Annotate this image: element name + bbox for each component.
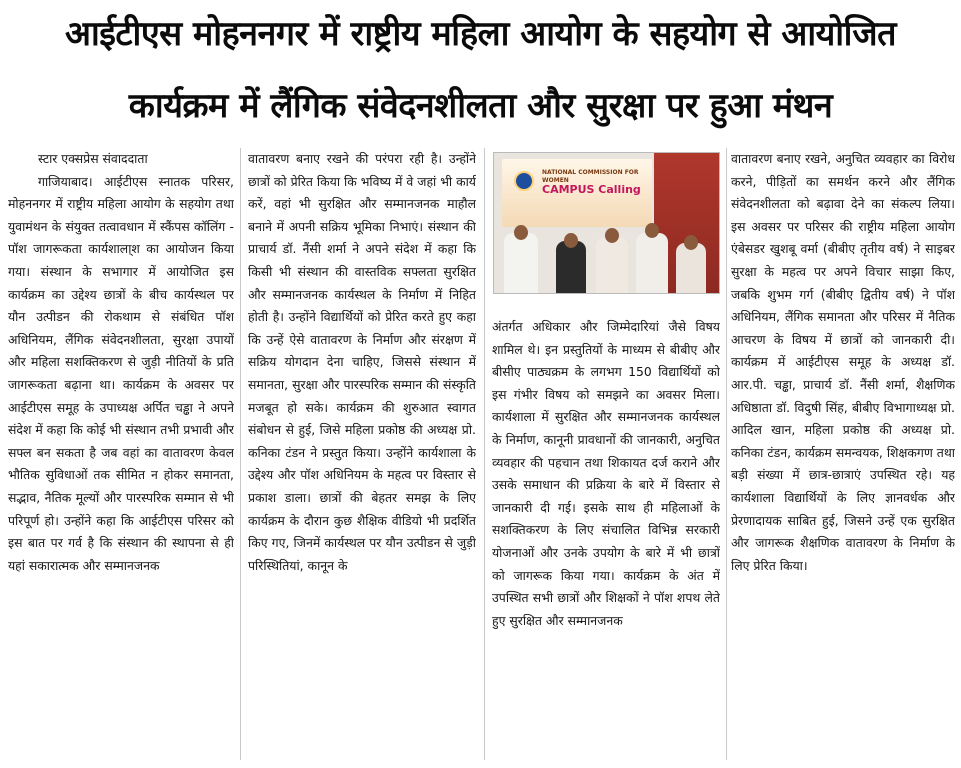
event-banner bbox=[502, 159, 652, 227]
person-figure bbox=[636, 233, 668, 293]
column-1-text: आईटीएस स्नातक परिसर, मोहननगर में राष्ट्रीय महिला आयोग के सहयोग तथा युवामंथन के संयुक्त तत्वावधान में स्कैंपस कॉलिंग - पॉश जागरूकता कार्यशाला्श का आयोजन किया गया। संस्थान के सभागार में आयोजित इस कार्यक्रम का उद्देश्य छात्रों के बीच कार्यस्थल पर यौन उत्पीडन की रोकथाम से संबंधित पॉश अधिनियम, लैंगिक संवेदनशीलता, सुरक्षा उपायों और महिला सशक्तिकरण से जुड़ी नीतियों के प्रति जागरूकता बढ़ाना था। कार्यक्रम के अवसर पर आईटीएस समूह के उपाध्यक्ष अर्पित चड्ढा ने अपने संदेश में कहा कि कोई भी संस्थान तभी प्रभावी और सफ्ल बन सकता है जब वहां का वातावरण केवल भौतिक सुविधाओं तक सीमित न होकर समानता, सद्भाव, नैतिक मूल्यों और पारस्परिक सम्मान से भी परिपूर्ण हो। उन्होंने कहा कि आईटीएस परिसर को इस बात पर गर्व है कि संस्थान की स्थापना से ही यहां सकारात्मक और सम्मानजनक bbox=[8, 173, 234, 573]
article-column-3 bbox=[492, 316, 720, 766]
person-figure bbox=[504, 233, 538, 293]
column-2-text: वातावरण बनाए रखने की परंपरा रही है। उन्होंने छात्रों को प्रेरित किया कि भविष्य में वे जहां भी कार्य करें, वहां भी सुरक्षित और सम्मानजनक माहौल बनाने में अपनी सक्रिय भूमिका निभाएं। संस्थान की प्राचार्य डॉ. नैंसी शर्मा ने अपने संदेश में कहा कि किसी भी संस्थान की वास्तविक सफ्लता सुरक्षित और सम्मानजनक कार्यस्थल के निर्माण में निहित होती है। उन्होंने विद्यार्थियों को प्रेरित करते हुए कहा कि उन्हें ऐसे वातावरण के निर्माण और संरक्षण में सक्रिय योगदान देना चाहिए, जिससे संस्थान में समानता, सुरक्षा और पारस्परिक सम्मान की संस्कृति मजबूत हो सके। कार्यक्रम की शुरुआत स्वागत संबोधन से हुई, जिसे महिला प्रकोष्ठ की अध्यक्ष प्रो. कनिका टंडन ने प्रस्तुत किया। उन्होंने कार्यशाला के उद्देश्य और पॉश अधिनियम के महत्व पर विस्तार से प्रकाश डाला। छात्रों की बेहतर समझ के लिए कार्यक्रम के दौरान कुछ शैक्षिक वीडियो भी प्रदर्शित किए गए, जिनमें कार्यस्थल पर यौन उत्पीडन से जुड़ी परिस्थितियां, कानून के bbox=[248, 151, 476, 573]
person-head bbox=[605, 228, 619, 243]
person-head bbox=[684, 235, 698, 250]
headline-line-2: कार्यक्रम में लैंगिक संवेदनशीलता और सुरक्षा पर हुआ मंथन bbox=[128, 86, 833, 126]
column-divider bbox=[484, 148, 485, 760]
person-figure bbox=[676, 243, 706, 293]
person-head bbox=[514, 225, 528, 240]
dateline: गाजियाबाद। bbox=[38, 173, 93, 189]
column-4-text: वातावरण बनाए रखने, अनुचित व्यवहार का विरोध करने, पीड़ितों का समर्थन करने और लैंगिक संवेदनशीलता को बढ़ावा देने का संकल्प लिया। इस अवसर पर परिसर की राष्ट्रीय महिला आयोग एंबेसडर खुशबू वर्मा (बीबीए तृतीय वर्ष) ने साइबर सुरक्षा के महत्व पर अपने विचार साझा किए, जबकि शुभम गर्ग (बीबीए द्वितीय वर्ष) ने पॉश अधिनियम, लैंगिक समानता और परिसर में नैतिक आचरण के विषय में छात्रों को जानकारी दी। कार्यक्रम में आईटीएस समूह के अध्यक्ष डॉ. आर.पी. चड्ढा, प्राचार्य डॉ. नैंसी शर्मा, शैक्षणिक अधिष्ठाता डॉ. विदुषी सिंह, बीबीए विभागाध्यक्ष प्रो. आदिल खान, महिला प्रकोष्ठ की अध्यक्ष प्रो. कनिका टंडन, कार्यक्रम समन्वयक, शिक्षकगण तथा बड़ी संख्या में छात्र-छात्राएं उपस्थित रहे। यह कार्यशाला विद्यार्थियों के लिए ज्ञानवर्धक और प्रेरणादायक साबित हुई, जिसने उन्हें एक सुरक्षित और जागरूक शैक्षणिक वातावरण के निर्माण के लिए प्रेरित किया। bbox=[731, 151, 955, 573]
column-divider bbox=[726, 148, 727, 760]
person-figure bbox=[556, 241, 586, 293]
banner-title-text: CAMPUS Calling bbox=[542, 183, 641, 196]
column-3-text: अंतर्गत अधिकार और जिम्मेदारियां जैसे विषय शामिल थे। इन प्रस्तुतियों के माध्यम से बीबीए और बीसीए पाठ्यक्रम के लगभग 150 विद्यार्थियों को इस गंभीर विषय को समझने का अवसर मिला। कार्यशाला में सुरक्षित और सम्मानजनक कार्यस्थल के निर्माण, कानूनी प्रावधानों की जानकारी, अनुचित व्यवहार की पहचान तथा शिकायत दर्ज कराने और उसके समाधान की प्रक्रिया के बारे में विस्तार से जानकारी दी गई। इसके साथ ही महिलाओं के सशक्तिकरण के लिए संचालित विभिन्न सरकारी योजनाओं और उनके उपयोग के बारे में भी छात्रों को जागरूक किया गया। कार्यक्रम के अंत में उपस्थित सभी छात्रों और शिक्षकों ने पॉश शपथ लेते हुए सुरक्षित और सम्मानजनक bbox=[492, 319, 720, 628]
person-head bbox=[645, 223, 659, 238]
byline: स्टार एक्सप्रेस संवाददाता bbox=[38, 151, 148, 166]
headline-line-1: आईटीएस मोहननगर में राष्ट्रीय महिला आयोग के सहयोग से आयोजित bbox=[64, 14, 897, 54]
article-column-2 bbox=[248, 148, 476, 766]
banner-org-text: NATIONAL COMMISSION FOR WOMEN bbox=[542, 169, 639, 184]
person-head bbox=[564, 233, 578, 248]
article-column-4 bbox=[731, 148, 955, 766]
event-photo bbox=[493, 152, 720, 294]
article-column-1 bbox=[8, 148, 234, 766]
person-figure bbox=[596, 237, 628, 293]
article-paragraph bbox=[8, 171, 234, 578]
ncw-emblem-icon bbox=[514, 171, 534, 191]
column-divider bbox=[240, 148, 241, 760]
